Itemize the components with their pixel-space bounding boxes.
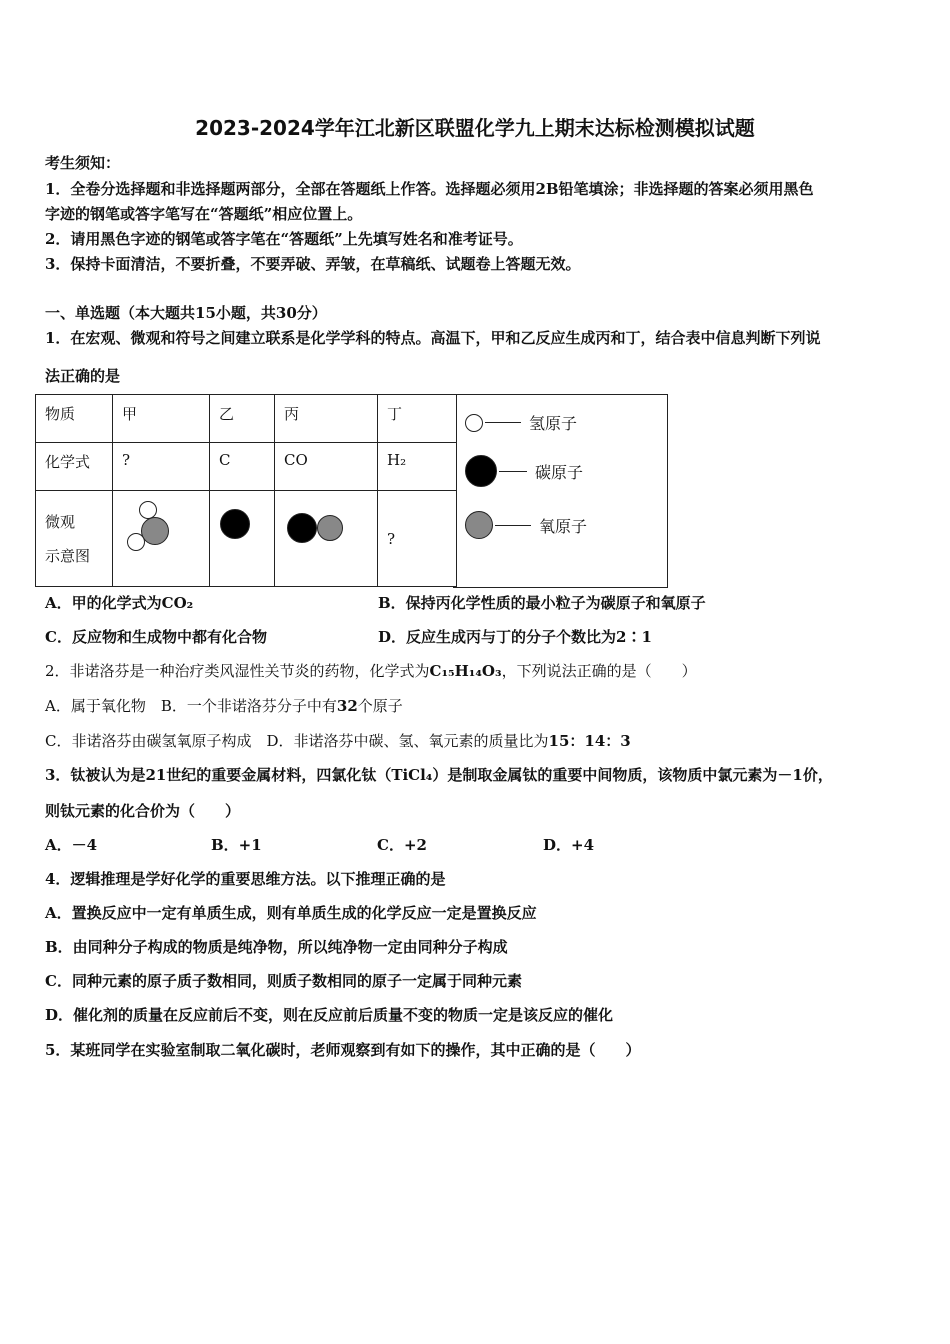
q3-stem: 3．钛被认为是21世纪的重要金属材料，四氯化钛（TiCl₄）是制取金属钛的重要中间物质，该物质中氯元素为－1价， [45, 766, 833, 784]
atom-legend [453, 394, 668, 588]
q4-stem: 4．逻辑推理是学好化学的重要思维方法。以下推理正确的是 [45, 870, 446, 888]
table-row-label: 化学式 [36, 443, 113, 491]
q1-option-b: B．保持丙化学性质的最小粒子为碳原子和氧原子 [378, 594, 706, 612]
q5-stem: 5．某班同学在实验室制取二氧化碳时，老师观察到有如下的操作，其中正确的是（ ） [45, 1041, 641, 1059]
q2-options-row2 [45, 730, 631, 751]
q2-stem [45, 660, 697, 681]
q2-stem-text: ，下列说法正确的是（ ） [501, 662, 697, 680]
legend-label: 氢原子 [529, 414, 578, 433]
oxygen-atom-icon [141, 517, 169, 545]
q4-option-b: B．由同种分子构成的物质是纯净物，所以纯净物一定由同种分子构成 [45, 938, 508, 956]
page-title: 2023-2024学年江北新区联盟化学九上期末达标检测模拟试题 [195, 116, 755, 140]
carbon-atom-icon [220, 509, 250, 539]
q2-option-c: C．非诺洛芬由碳氢氧原子构成 [45, 732, 252, 750]
molecule-yi-cell [210, 491, 275, 587]
q2-options-row1 [45, 695, 403, 716]
legend-line [495, 525, 531, 526]
section-heading: 一、单选题（本大题共15小题，共30分） [45, 304, 327, 322]
q2-option-a: A．属于氧化物 [45, 697, 146, 715]
micro-label-line: 微观 [45, 512, 76, 531]
legend-oxygen [465, 511, 587, 539]
q2-formula: C₁₅H₁₄O₃ [429, 662, 502, 680]
notice-item: 1．全卷分选择题和非选择题两部分，全部在答题纸上作答。选择题必须用2B铅笔填涂；非选择题的答案必须用黑色 [45, 180, 814, 198]
notice-item: 2．请用黑色字迹的钢笔或答字笔在“答题纸”上先填写姓名和准考证号。 [45, 230, 523, 248]
q3-option-b: B．+1 [211, 836, 262, 854]
molecule-jia-cell [113, 491, 210, 587]
q1-option-a: A．甲的化学式为CO₂ [45, 594, 194, 612]
legend-hydrogen [465, 411, 577, 434]
table-cell: H₂ [378, 443, 457, 491]
table-header-cell: 丙 [275, 395, 378, 443]
table-header-cell: 丁 [378, 395, 457, 443]
table-cell: C [210, 443, 275, 491]
legend-label: 氧原子 [539, 516, 588, 536]
q2-option-b: B．一个非诺洛芬分子中有 [160, 697, 337, 715]
table-header-cell: 乙 [210, 395, 275, 443]
substance-table [35, 394, 457, 587]
q2-option-d: D．非诺洛芬中碳、氢、氧元素的质量比为 [266, 732, 549, 750]
q2-stem-text: 2．非诺洛芬是一种治疗类风湿性关节炎的药物，化学式为 [45, 662, 430, 680]
table-header-cell: 物质 [36, 395, 113, 443]
q2-option-d-ratio: 15：14：3 [548, 732, 631, 750]
carbon-atom-icon [465, 455, 497, 487]
q3-option-a: A．－4 [45, 836, 98, 854]
q1-option-c: C．反应物和生成物中都有化合物 [45, 628, 267, 646]
q4-option-c: C．同种元素的原子质子数相同，则质子数相同的原子一定属于同种元素 [45, 972, 522, 990]
micro-label-line: 示意图 [45, 546, 91, 565]
q1-stem-cont: 法正确的是 [45, 367, 121, 385]
q1-option-d: D．反应生成丙与丁的分子个数比为2∶1 [378, 628, 652, 646]
legend-carbon [465, 455, 583, 487]
q3-option-c: C．+2 [377, 836, 427, 854]
hydrogen-atom-icon [465, 414, 483, 432]
q1-stem: 1．在宏观、微观和符号之间建立联系是化学学科的特点。高温下，甲和乙反应生成丙和丁，结合表中信息判断下列说 [45, 329, 821, 347]
table-header-cell: 甲 [113, 395, 210, 443]
carbon-atom-icon [287, 513, 317, 543]
q2-option-b-number: 32 [336, 697, 358, 715]
q2-option-b-text: 个原子 [357, 697, 403, 715]
notice-heading: 考生须知： [45, 154, 121, 172]
q4-option-d: D．催化剂的质量在反应前后不变，则在反应前后质量不变的物质一定是该反应的催化 [45, 1006, 614, 1024]
legend-line [499, 471, 527, 472]
oxygen-atom-icon [465, 511, 493, 539]
table-cell: ? [378, 491, 457, 587]
q4-option-a: A．置换反应中一定有单质生成，则有单质生成的化学反应一定是置换反应 [45, 904, 537, 922]
oxygen-atom-icon [317, 515, 343, 541]
table-row-label [36, 491, 113, 587]
q3-option-d: D．+4 [543, 836, 595, 854]
notice-item: 字迹的钢笔或答字笔写在“答题纸”相应位置上。 [45, 205, 363, 223]
q3-stem-cont: 则钛元素的化合价为（ ） [45, 802, 241, 820]
table-cell: CO [275, 443, 378, 491]
legend-label: 碳原子 [535, 462, 584, 482]
hydrogen-atom-icon [127, 533, 145, 551]
notice-item: 3．保持卡面清洁，不要折叠，不要弄破、弄皱，在草稿纸、试题卷上答题无效。 [45, 255, 581, 273]
table-cell: ? [113, 443, 210, 491]
legend-line [485, 422, 521, 423]
molecule-bing-cell [275, 491, 378, 587]
